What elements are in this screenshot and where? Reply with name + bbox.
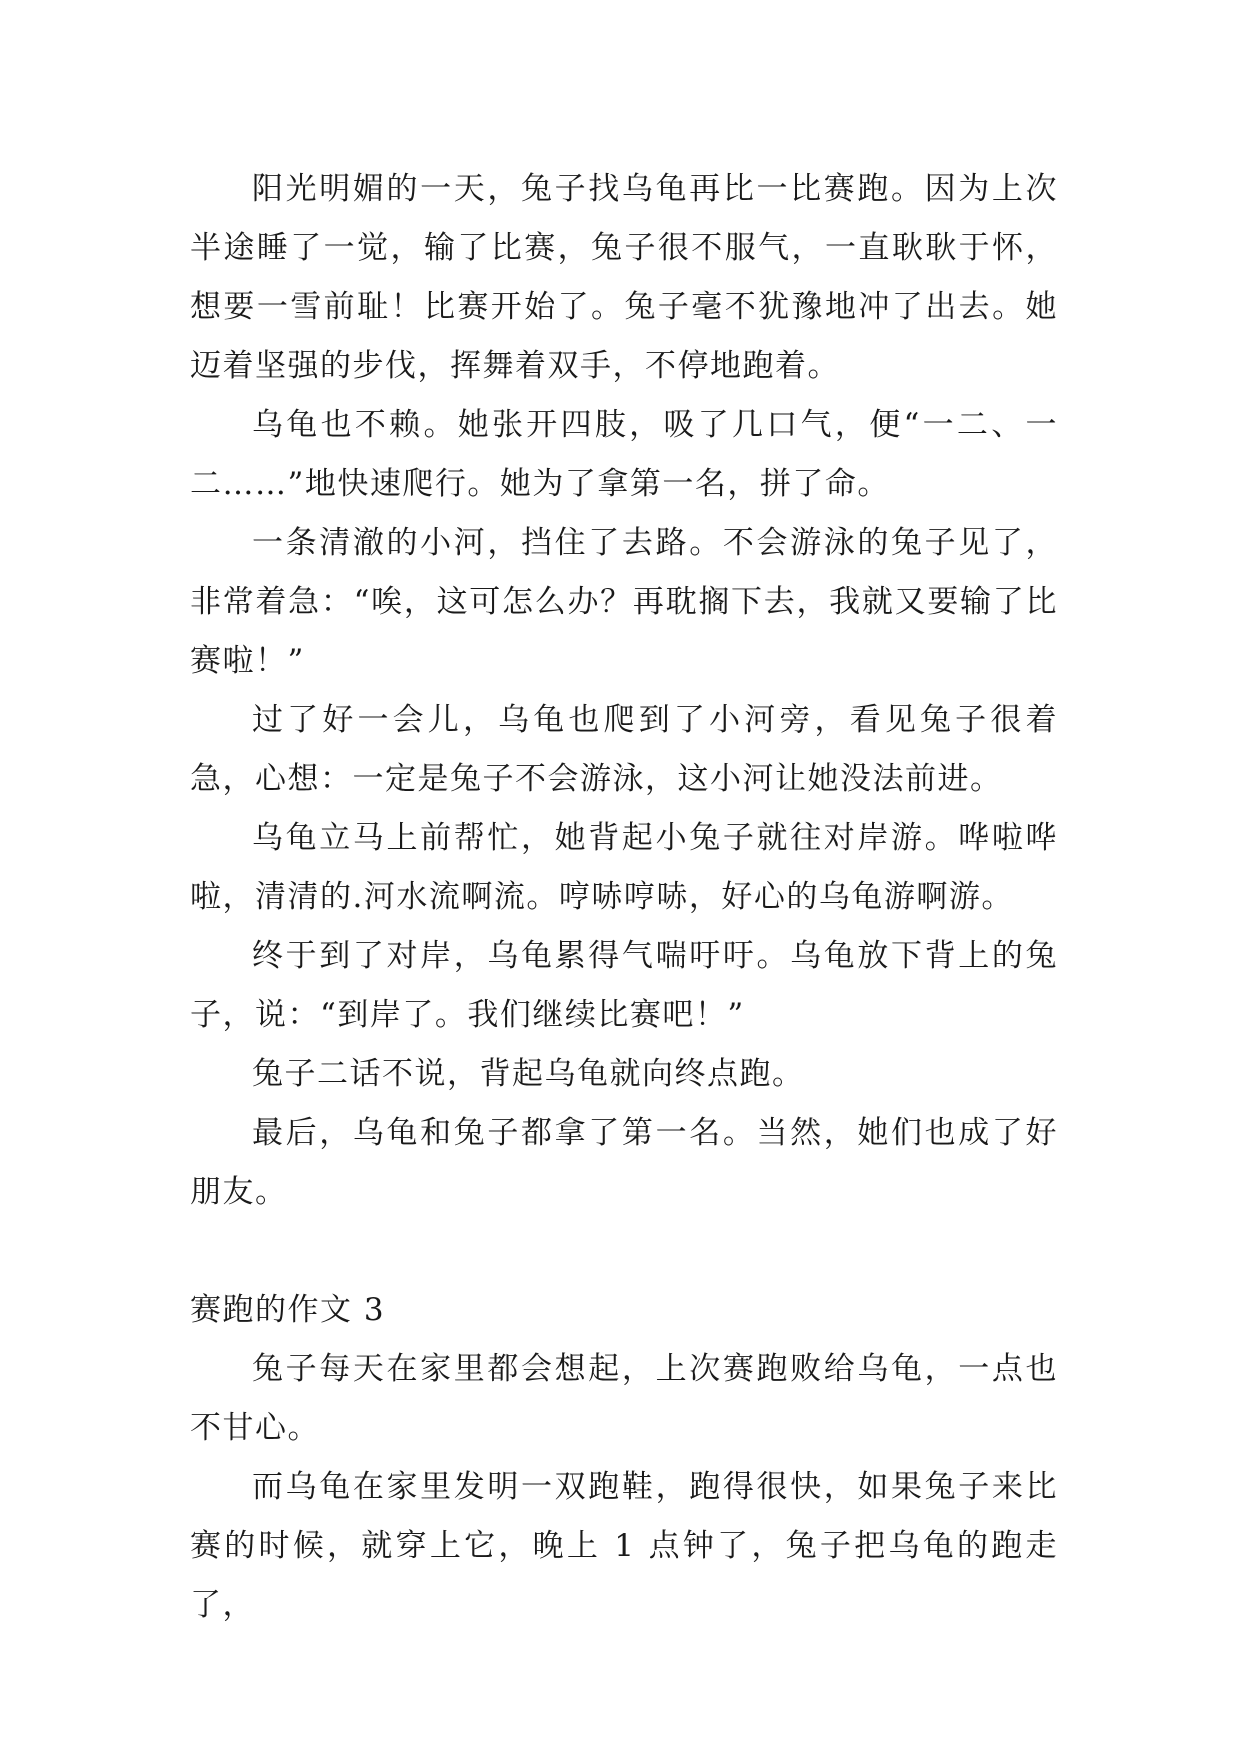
paragraph: 兔子每天在家里都会想起，上次赛跑败给乌龟，一点也不甘心。 xyxy=(190,1351,1058,1446)
paragraph: 过了好一会儿，乌龟也爬到了小河旁，看见兔子很着急，心想：一定是兔子不会游泳，这小河让她没法前进。 xyxy=(190,702,1058,797)
section-title: 赛跑的作文 3 xyxy=(190,1292,386,1328)
paragraph: 终于到了对岸，乌龟累得气喘吁吁。乌龟放下背上的兔子，说：“到岸了。我们继续比赛吧！” xyxy=(190,938,1058,1033)
paragraph: 而乌龟在家里发明一双跑鞋，跑得很快，如果兔子来比赛的时候，就穿上它，晚上 1 点钟了，兔子把乌龟的跑走了， xyxy=(190,1469,1058,1623)
paragraph: 乌龟立马上前帮忙，她背起小兔子就往对岸游。哗啦哗啦，清清的.河水流啊流。哼哧哼哧，好心的乌龟游啊游。 xyxy=(190,820,1058,915)
document-body xyxy=(190,160,1058,1635)
paragraph: 兔子二话不说，背起乌龟就向终点跑。 xyxy=(252,1056,805,1092)
paragraph: 一条清澈的小河，挡住了去路。不会游泳的兔子见了，非常着急：“唉，这可怎么办？再耽搁下去，我就又要输了比赛啦！” xyxy=(190,525,1058,679)
paragraph: 最后，乌龟和兔子都拿了第一名。当然，她们也成了好朋友。 xyxy=(190,1115,1058,1210)
paragraph: 阳光明媚的一天，兔子找乌龟再比一比赛跑。因为上次半途睡了一觉，输了比赛，兔子很不服气，一直耿耿于怀，想要一雪前耻！比赛开始了。兔子毫不犹豫地冲了出去。她迈着坚强的步伐，挥舞着双手，不停地跑着。 xyxy=(190,171,1058,384)
paragraph: 乌龟也不赖。她张开四肢，吸了几口气，便“一二、一二……”地快速爬行。她为了拿第一名，拼了命。 xyxy=(190,407,1058,502)
